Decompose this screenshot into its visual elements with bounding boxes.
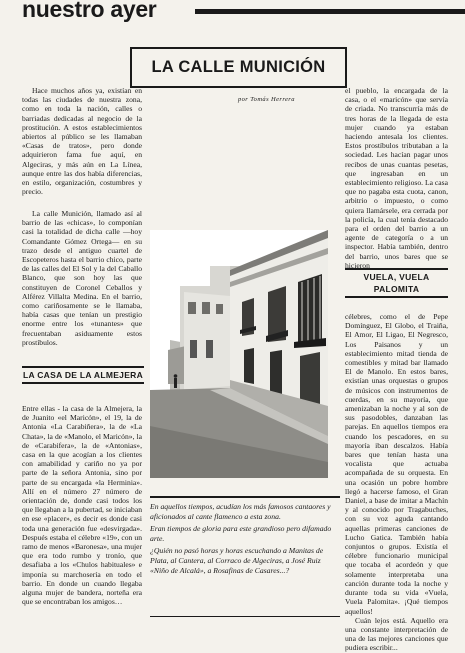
column-1-paragraph-1 bbox=[22, 86, 142, 196]
column-3-paragraph-2 bbox=[345, 312, 448, 653]
section-title: nuestro ayer bbox=[22, 0, 157, 22]
column-1-paragraph-3 bbox=[22, 404, 142, 606]
column-3-paragraph-1 bbox=[345, 86, 448, 270]
caption-line: En aquellos tiempos, acudían los más famosos cantaores y aficionados al cante flamenco a esta zona. bbox=[150, 502, 331, 521]
paragraph: Cuán lejos está. Aquello era una constante interpretación de una de las mejores canciones que pudiera escribir... bbox=[345, 615, 448, 653]
caption-line: Eran tiempos de gloria para este grandioso pero difamado arte. bbox=[150, 524, 332, 543]
paragraph: La calle Munición, llamado así al barrio de las «chicas», lo componían casi la totalidad de dicha calle —hoy Comandante Gómez Ortega— en su trazo desde el antiguo cuartel de Escopeteros hasta el barrio chico, parte de las calles del El Sol y la del Caballo Blanco, que son hoy las que constituyen de Coronel Ceballos y Alférez Villalta Medina. En el barrio, como cariñosamente se le llamaba, había casas que tenían un prestigio enorme entre los «tunantes» que frecuentaban asiduamente estos prostíbulos. bbox=[22, 209, 142, 347]
street-photo bbox=[150, 230, 328, 478]
header-rule bbox=[195, 9, 465, 14]
paragraph: Entre ellas - la casa de la Almejera, la de Juanito «el Maricón», el 19, la de Antonia «La Carabiñera», la de «La Chata», la de «Manolo, el Maricón», la de «Carabifera», la de «Antonias», casa en la que acogían a los clientes con amabilidad y cariño no ya por parte de la señora Antonia, sino por parte de su encargada «la Herminia». Allí en el número 27 número de orientación de, donde casi todos los que llegaban a la pubertad, se iniciaban en ese «placer», es decir es donde casi toda una generación fue «desvirgada». Después estaba el célebre «19», con un ramo de menos «Baronesa», una mujer que era todo rumbo y tronío, que desafiaba a los «Chulos habituales» e imponía su marchosería en todo el barrio. En donde un cuando llegaba alguna mujer de bandera, norteña era que se encontraban los amigos… bbox=[22, 404, 142, 607]
article-title: LA CALLE MUNICIÓN bbox=[130, 47, 347, 88]
byline: por Tomás Herrera bbox=[238, 96, 295, 103]
subheading-palomita: VUELA, VUELA PALOMITA bbox=[345, 268, 448, 298]
column-1-paragraph-2 bbox=[22, 209, 142, 347]
subheading-almejera: LA CASA DE LA ALMEJERA bbox=[22, 366, 144, 384]
caption-rule bbox=[150, 616, 340, 617]
photo-caption bbox=[150, 496, 340, 578]
paragraph: célebres, como el de Pepe Domínguez, El Globo, el Traiña, El Amor, El Ligao, El Negresco, Los Paisanos y un establecimiento mitad tienda de comestibles y mitad bar llamado El de Manolo. En estos bares, existían unas orquestas o grupos de músicos con instrumentos de cuerdas, en su mayoría, que amenizaban la noche y al son de sus pasodobles, danzaban las parejas. En aquellos tiempos era cuando los pescadores, en su mayoría iban descalzos. Había bares que tenían hasta una vocalista que actuaba acompañada de su orquesta. En una ocasión un pobre hombre llegó a hacerse famoso, el Gran Daniel, a base de imitar a Machín y al conocido por Tragabuches, con su voz aguda cantando aquellas primeras canciones de Lucho Gatica. También había conjuntos o grupos. Existía el célebre funcionario municipal que tocaba el acordeón y que solamente interpretaba una canción durante toda la noche y durante toda su vida «Vuela, Vuela Palomita». ¡Qué tiempos aquellos! bbox=[345, 312, 448, 616]
paragraph: el pueblo, la encargada de la casa, o el «maricón» que servía de criada. No transcurría más de tres horas de la llegada de esta mujer cuando ya estaban haciendo antesala los clientes. Estos prostíbulos tributaban a la sociedad. Les hacían pagar unos recibos de unas cuantas pesetas, que ingresaban en un establecimiento religioso. La casa que no pagaba esta cuota, canon, arbitrio o impuesto, o como quiera llamársele, era cerrada por la policía, la cual tenía destacado para el orden del barrio a un agente de categoría o a un inspector. Había también, dentro del barrio, unos bares que se hicieron bbox=[345, 86, 448, 270]
paragraph: Hace muchos años ya, existían en todas las ciudades de nuestra zona, como en toda la nación, calles o barriadas dedicadas al negocio de la prostitución. A estos establecimientos abiertos al público se les llamaban «Casas de tratos», pero donde adquirieron fama fue aquí, en Algeciras, y más aún en La Línea, aunque entre las dos había diferencias, en estilo, organización, costumbres y precio. bbox=[22, 86, 142, 197]
caption-line: ¿Quién no pasó horas y horas escuchando a Manitas de Plata, al Cantera, al Corraco de Algeciras, a José Ruiz «Niño de Alcalá», a Rosafinas de Casares...? bbox=[150, 546, 324, 575]
